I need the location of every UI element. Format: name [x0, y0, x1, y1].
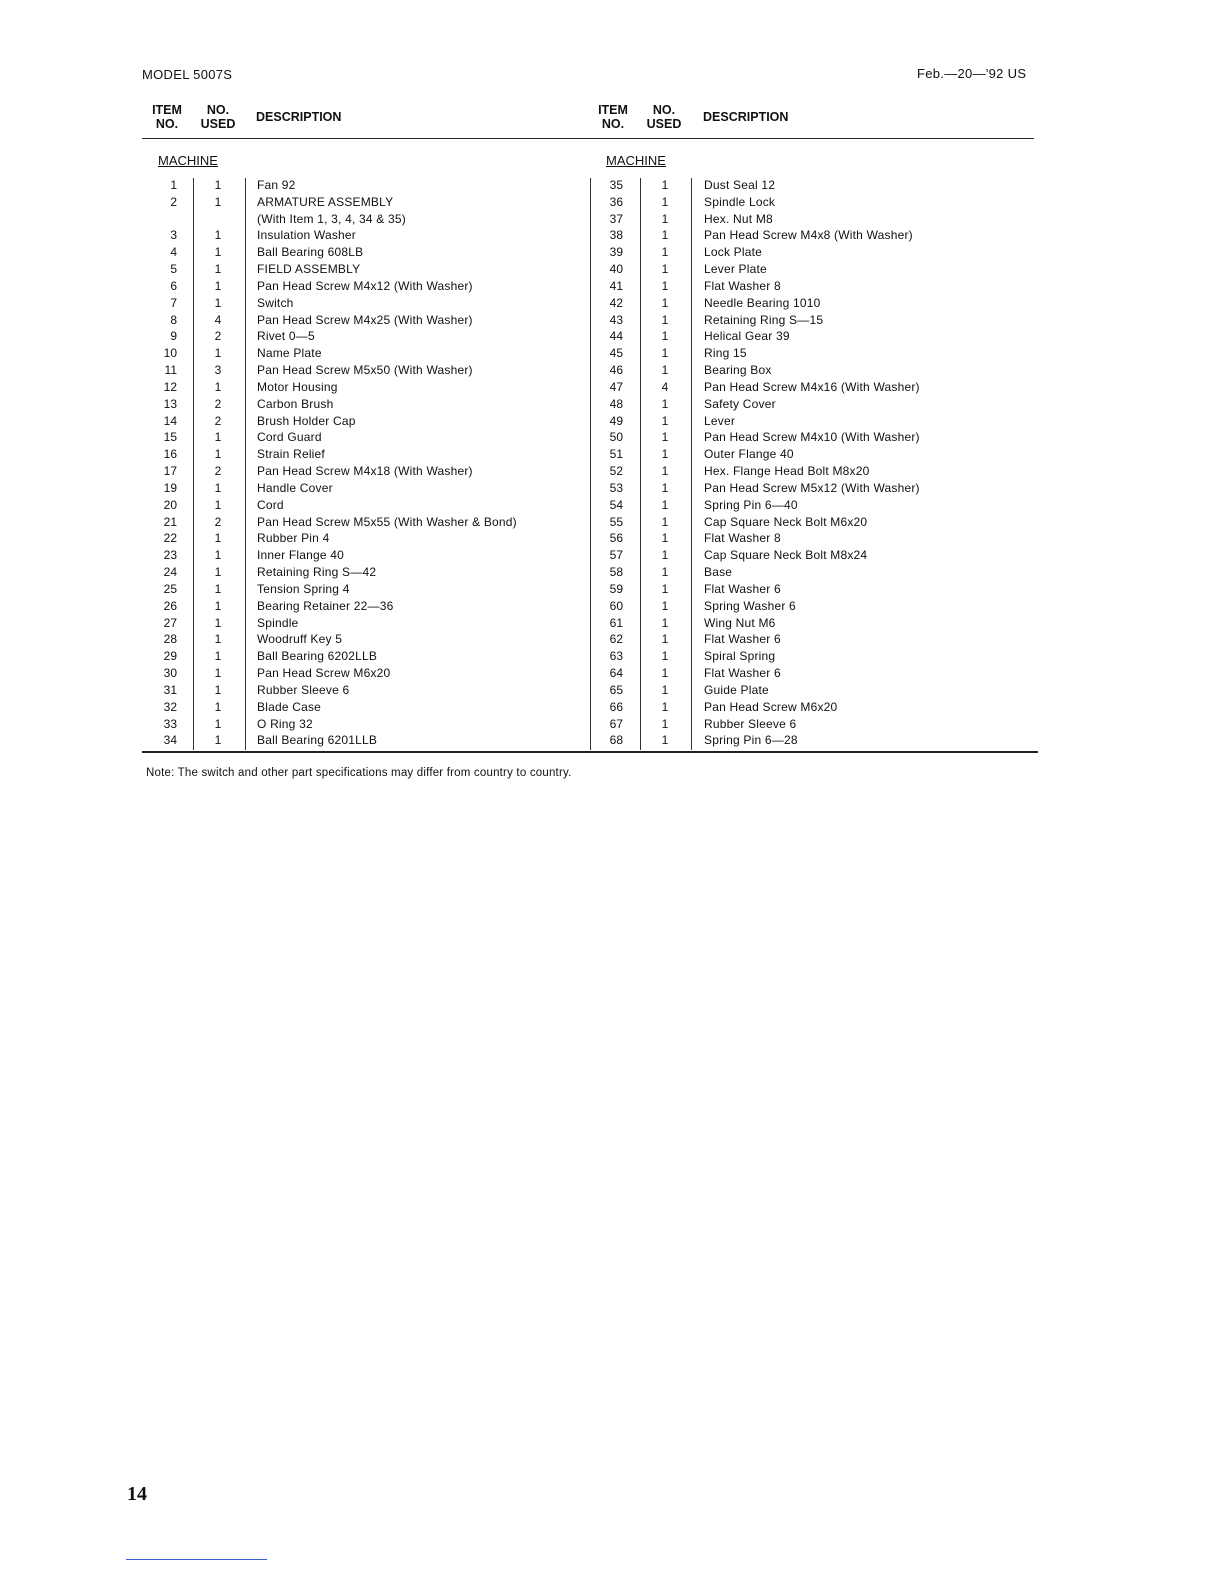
- quantity-used: 1: [214, 716, 222, 731]
- quantity-used: 1: [661, 278, 669, 293]
- quantity-used: 1: [214, 666, 222, 681]
- part-description: FIELD ASSEMBLY: [257, 262, 361, 277]
- quantity-used: 1: [214, 649, 222, 664]
- item-number: 43: [609, 312, 623, 327]
- part-description: Pan Head Screw M4x25 (With Washer): [257, 312, 473, 327]
- part-description: Lever Plate: [704, 262, 767, 277]
- quantity-used: 4: [661, 379, 669, 394]
- quantity-used: 1: [661, 716, 669, 731]
- quantity-used: 1: [661, 480, 669, 495]
- column-divider: [193, 178, 194, 750]
- quantity-used: 1: [661, 649, 669, 664]
- quantity-used: 1: [214, 565, 222, 580]
- item-number: 64: [609, 666, 623, 681]
- quantity-used: 1: [661, 699, 669, 714]
- quantity-used: 1: [214, 480, 222, 495]
- quantity-used: 2: [214, 396, 222, 411]
- item-number: 50: [609, 430, 623, 445]
- part-description: Cord: [257, 497, 284, 512]
- item-number: 16: [163, 447, 177, 462]
- part-description: Ball Bearing 608LB: [257, 245, 364, 260]
- item-number: 23: [163, 548, 177, 563]
- part-description: Bearing Retainer 22—36: [257, 598, 394, 613]
- item-number: 39: [609, 245, 623, 260]
- column-divider: [691, 178, 692, 750]
- part-description: Cord Guard: [257, 430, 322, 445]
- quantity-used: 1: [661, 581, 669, 596]
- quantity-used: 1: [214, 699, 222, 714]
- item-number: 5: [170, 262, 177, 277]
- part-description: Pan Head Screw M5x12 (With Washer): [704, 480, 920, 495]
- part-description: Dust Seal 12: [704, 178, 776, 192]
- part-description: Pan Head Screw M4x18 (With Washer): [257, 464, 473, 479]
- bottom-link-line: [126, 1559, 267, 1560]
- part-description: Pan Head Screw M4x10 (With Washer): [704, 430, 920, 445]
- quantity-used: 1: [214, 228, 222, 243]
- part-description: Spring Pin 6—40: [704, 497, 798, 512]
- quantity-used: 1: [214, 615, 222, 630]
- part-description: Cap Square Neck Bolt M6x20: [704, 514, 868, 529]
- quantity-used: 1: [214, 447, 222, 462]
- quantity-used: 3: [214, 363, 222, 378]
- item-number: 13: [163, 396, 177, 411]
- part-description: ARMATURE ASSEMBLY: [257, 194, 394, 209]
- quantity-used: 1: [214, 548, 222, 563]
- part-description: Rubber Sleeve 6: [257, 682, 350, 697]
- part-description: Base: [704, 565, 733, 580]
- part-description: Spring Washer 6: [704, 598, 796, 613]
- item-number: 4: [170, 245, 177, 260]
- part-description: Rubber Sleeve 6: [704, 716, 797, 731]
- quantity-used: 1: [661, 733, 669, 748]
- quantity-used: 1: [214, 194, 222, 209]
- part-description: Spiral Spring: [704, 649, 776, 664]
- quantity-used: 1: [661, 228, 669, 243]
- quantity-used: 1: [661, 682, 669, 697]
- quantity-used: 1: [214, 379, 222, 394]
- item-number: 49: [609, 413, 623, 428]
- quantity-used: 1: [661, 464, 669, 479]
- header-description-left: DESCRIPTION: [256, 110, 342, 124]
- item-number: 12: [163, 379, 177, 394]
- item-number: 63: [609, 649, 623, 664]
- item-number: 44: [609, 329, 623, 344]
- part-description: Pan Head Screw M6x20: [704, 699, 838, 714]
- part-description: Inner Flange 40: [257, 548, 345, 563]
- part-description: Fan 92: [257, 178, 296, 192]
- quantity-used: 1: [214, 262, 222, 277]
- part-description: Woodruff Key 5: [257, 632, 343, 647]
- quantity-used: 1: [661, 211, 669, 226]
- part-description: Flat Washer 6: [704, 632, 781, 647]
- part-description: Pan Head Screw M5x55 (With Washer & Bond): [257, 514, 517, 529]
- item-number: 51: [609, 447, 623, 462]
- quantity-used: 1: [661, 565, 669, 580]
- part-description: Blade Case: [257, 699, 322, 714]
- part-description: Pan Head Screw M4x12 (With Washer): [257, 278, 473, 293]
- quantity-used: 1: [214, 245, 222, 260]
- item-number: 28: [163, 632, 177, 647]
- quantity-used: 1: [661, 615, 669, 630]
- header-no-used-left: NO. USED: [200, 103, 236, 131]
- part-description: Cap Square Neck Bolt M8x24: [704, 548, 868, 563]
- item-number: 55: [609, 514, 623, 529]
- part-description: Pan Head Screw M5x50 (With Washer): [257, 363, 473, 378]
- quantity-used: 1: [214, 346, 222, 361]
- quantity-used: 1: [661, 363, 669, 378]
- quantity-used: 1: [214, 178, 222, 192]
- part-description: Strain Relief: [257, 447, 325, 462]
- part-description: Pan Head Screw M4x8 (With Washer): [704, 228, 913, 243]
- quantity-used: 4: [214, 312, 222, 327]
- quantity-used: 1: [661, 632, 669, 647]
- item-number: 26: [163, 598, 177, 613]
- item-number: 61: [609, 615, 623, 630]
- part-description: Hex. Nut M8: [704, 211, 773, 226]
- item-number: 33: [163, 716, 177, 731]
- item-number: 52: [609, 464, 623, 479]
- part-description: Switch: [257, 295, 294, 310]
- part-description: Brush Holder Cap: [257, 413, 356, 428]
- footer-rule: [142, 751, 1038, 753]
- part-description: Ball Bearing 6202LLB: [257, 649, 378, 664]
- section-label-left: MACHINE: [158, 153, 218, 168]
- part-description: Flat Washer 8: [704, 531, 781, 546]
- quantity-used: 1: [661, 178, 669, 192]
- item-number: 45: [609, 346, 623, 361]
- item-number: 30: [163, 666, 177, 681]
- part-description: Lock Plate: [704, 245, 763, 260]
- section-label-right: MACHINE: [606, 153, 666, 168]
- part-description: Safety Cover: [704, 396, 776, 411]
- quantity-used: 2: [214, 514, 222, 529]
- item-number: 59: [609, 581, 623, 596]
- part-description: Flat Washer 6: [704, 666, 781, 681]
- item-number: 10: [163, 346, 177, 361]
- quantity-used: 1: [661, 245, 669, 260]
- quantity-used: 1: [661, 531, 669, 546]
- item-number: 8: [170, 312, 177, 327]
- item-number: 57: [609, 548, 623, 563]
- item-number: 6: [170, 278, 177, 293]
- quantity-used: 1: [661, 312, 669, 327]
- header-rule: [142, 138, 1034, 139]
- item-number: 68: [609, 733, 623, 748]
- part-description: O Ring 32: [257, 716, 313, 731]
- quantity-used: 1: [214, 497, 222, 512]
- item-number: 15: [163, 430, 177, 445]
- part-description: Motor Housing: [257, 379, 338, 394]
- part-description: Pan Head Screw M4x16 (With Washer): [704, 379, 920, 394]
- item-number: 65: [609, 682, 623, 697]
- item-number: 53: [609, 480, 623, 495]
- item-number: 2: [170, 194, 177, 209]
- item-number: 22: [163, 531, 177, 546]
- item-number: 36: [609, 194, 623, 209]
- part-description: Insulation Washer: [257, 228, 357, 243]
- column-divider: [245, 178, 246, 750]
- item-number: 46: [609, 363, 623, 378]
- quantity-used: 1: [214, 430, 222, 445]
- item-number: 3: [170, 228, 177, 243]
- part-description: Pan Head Screw M6x20: [257, 666, 391, 681]
- quantity-used: 1: [661, 514, 669, 529]
- part-description: Carbon Brush: [257, 396, 334, 411]
- part-description: Spring Pin 6—28: [704, 733, 798, 748]
- quantity-used: 1: [661, 262, 669, 277]
- part-description: Needle Bearing 1010: [704, 295, 821, 310]
- item-number: 20: [163, 497, 177, 512]
- item-number: 42: [609, 295, 623, 310]
- page-number: 14: [127, 1483, 147, 1505]
- quantity-used: 1: [661, 396, 669, 411]
- part-description: Tension Spring 4: [257, 581, 350, 596]
- part-description: Spindle Lock: [704, 194, 776, 209]
- part-description: Rubber Pin 4: [257, 531, 330, 546]
- item-number: 60: [609, 598, 623, 613]
- item-number: 35: [609, 178, 623, 192]
- part-description: Flat Washer 6: [704, 581, 781, 596]
- part-description: Rivet 0—5: [257, 329, 315, 344]
- item-number: 21: [163, 514, 177, 529]
- item-number: 17: [163, 464, 177, 479]
- item-number: 31: [163, 682, 177, 697]
- item-number: 29: [163, 649, 177, 664]
- quantity-used: 2: [214, 329, 222, 344]
- quantity-used: 2: [214, 464, 222, 479]
- item-number: 48: [609, 396, 623, 411]
- item-number: 54: [609, 497, 623, 512]
- quantity-used: 1: [661, 548, 669, 563]
- part-description: Name Plate: [257, 346, 322, 361]
- item-number: 40: [609, 262, 623, 277]
- quantity-used: 1: [214, 682, 222, 697]
- part-description: Ball Bearing 6201LLB: [257, 733, 378, 748]
- quantity-used: 1: [661, 194, 669, 209]
- part-description: Lever: [704, 413, 736, 428]
- quantity-used: 1: [661, 295, 669, 310]
- header-description-right: DESCRIPTION: [703, 110, 789, 124]
- part-description: Spindle: [257, 615, 299, 630]
- part-description: Helical Gear 39: [704, 329, 790, 344]
- part-description: Retaining Ring S—15: [704, 312, 824, 327]
- quantity-used: 1: [214, 733, 222, 748]
- item-number: 47: [609, 379, 623, 394]
- quantity-used: 1: [214, 295, 222, 310]
- item-number: 58: [609, 565, 623, 580]
- model-label: MODEL 5007S: [142, 67, 233, 82]
- part-description: Ring 15: [704, 346, 747, 361]
- item-number: 7: [170, 295, 177, 310]
- quantity-used: 1: [214, 278, 222, 293]
- header-item-no-left: ITEM NO.: [152, 103, 182, 131]
- item-number: 56: [609, 531, 623, 546]
- item-number: 41: [609, 278, 623, 293]
- revision-date: Feb.—20—'92 US: [917, 66, 1027, 81]
- item-number: 27: [163, 615, 177, 630]
- item-number: 66: [609, 699, 623, 714]
- item-number: 37: [609, 211, 623, 226]
- quantity-used: 1: [661, 346, 669, 361]
- item-number: 19: [163, 480, 177, 495]
- part-description: Handle Cover: [257, 480, 333, 495]
- note-text: Note: The switch and other part specifications may differ from country to country.: [146, 767, 572, 779]
- quantity-used: 1: [661, 430, 669, 445]
- part-description: Retaining Ring S—42: [257, 565, 377, 580]
- quantity-used: 1: [661, 447, 669, 462]
- item-number: 32: [163, 699, 177, 714]
- item-number: 11: [164, 363, 177, 378]
- quantity-used: 1: [661, 598, 669, 613]
- header-item-no-right: ITEM NO.: [598, 103, 628, 131]
- part-description: Outer Flange 40: [704, 447, 794, 462]
- quantity-used: 1: [661, 666, 669, 681]
- item-number: 67: [609, 716, 623, 731]
- item-number: 14: [163, 413, 177, 428]
- quantity-used: 1: [661, 497, 669, 512]
- column-divider: [640, 178, 641, 750]
- quantity-used: 1: [661, 413, 669, 428]
- item-number: 25: [163, 581, 177, 596]
- quantity-used: 2: [214, 413, 222, 428]
- part-description: Wing Nut M6: [704, 615, 776, 630]
- item-number: 24: [163, 565, 177, 580]
- part-description: Hex. Flange Head Bolt M8x20: [704, 464, 870, 479]
- quantity-used: 1: [214, 632, 222, 647]
- item-number: 62: [609, 632, 623, 647]
- part-description: Guide Plate: [704, 682, 769, 697]
- item-number: 38: [609, 228, 623, 243]
- item-number: 9: [170, 329, 177, 344]
- header-no-used-right: NO. USED: [646, 103, 682, 131]
- part-description: Flat Washer 8: [704, 278, 781, 293]
- item-number: 34: [163, 733, 177, 748]
- quantity-used: 1: [214, 581, 222, 596]
- part-description: Bearing Box: [704, 363, 772, 378]
- item-number: 1: [170, 178, 177, 192]
- part-description: (With Item 1, 3, 4, 34 & 35): [257, 211, 406, 226]
- quantity-used: 1: [661, 329, 669, 344]
- quantity-used: 1: [214, 531, 222, 546]
- quantity-used: 1: [214, 598, 222, 613]
